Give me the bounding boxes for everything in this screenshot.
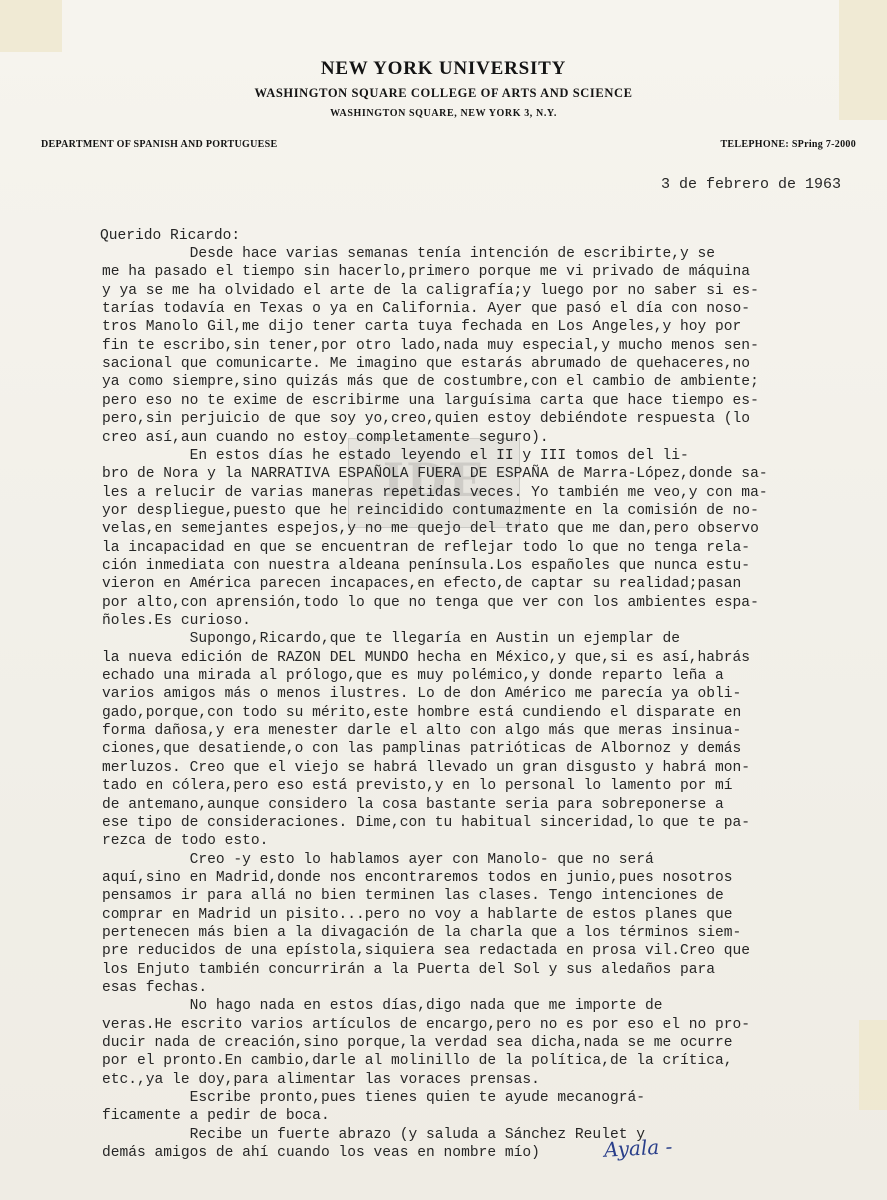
letter-body-line: por alto,con aprensión,todo lo que no tenga que ver con los ambientes espa- [102, 594, 759, 611]
letter-body-line: No hago nada en estos días,digo nada que me importe de [102, 998, 663, 1015]
letter-body-line: la incapacidad en que se encuentran de reflejar todo lo que no tenga rela- [102, 539, 751, 556]
letter-body-line: En estos días he estado leyendo el II y III tomos del li- [102, 447, 689, 464]
letter-body-line: creo así,aun cuando no estoy completamente seguro). [102, 429, 549, 446]
letter-body-line: la nueva edición de RAZON DEL MUNDO hecha en México,y que,si es así,habrás [102, 649, 751, 666]
letter-body-line: pertenecen más bien a la divagación de la charla que a los términos siem- [102, 924, 742, 941]
letter-body-line: tros Manolo Gil,me dijo tener carta tuya fechada en Los Angeles,y hoy por [102, 319, 742, 336]
letter-body-line: comprar en Madrid un pisito...pero no voy a hablarte de estos planes que [102, 906, 733, 923]
letter-body-line: Supongo,Ricardo,que te llegaría en Austin un ejemplar de [102, 631, 681, 648]
letterhead-university: NEW YORK UNIVERSITY [320, 58, 567, 79]
letter-body-line: forma dañosa,y era menester darle el alto con algo más que meras insinua- [102, 723, 742, 740]
letter-body-line: Escribe pronto,pues tienes quien te ayude mecanográ- [102, 1090, 645, 1107]
letter-body-line: pero eso no te exime de escribirme una larguísima carta que hace tiempo es- [102, 392, 759, 409]
letter-body-line: ya como siempre,sino quizás más que de costumbre,con el cambio de ambiente; [102, 374, 759, 391]
letter-body-line: yor despliegue,puesto que he reincidido contumazmente en la comisión de no- [102, 502, 759, 519]
letter-body-line: me ha pasado el tiempo sin hacerlo,primero porque me vi privado de máquina [102, 264, 751, 281]
letter-body-line: Creo -y esto lo hablamos ayer con Manolo- que no será [102, 851, 654, 868]
tape-mark-right [859, 1020, 887, 1110]
tape-mark-top-left [0, 0, 62, 52]
letter-body-line: pre reducidos de una epístola,siquiera sea redactada en prosa vil.Creo que [102, 943, 751, 960]
letterhead-telephone: TELEPHONE: SPring 7-2000 [720, 139, 856, 150]
letter-body-line: de antemano,aunque considero la cosa bastante seria para sobreponerse a [102, 796, 724, 813]
letter-greeting: Querido Ricardo: [100, 228, 241, 244]
letterhead-department: DEPARTMENT OF SPANISH AND PORTUGUESE [41, 139, 278, 150]
letter-body-line: fin te escribo,sin tener,por otro lado,nada muy especial,y mucho menos sen- [102, 337, 759, 354]
letter-body-line: esas fechas. [102, 980, 208, 996]
letter-body-line: etc.,ya le doy,para alimentar las voraces prensas. [102, 1071, 540, 1088]
letter-body-line: tado en cólera,pero eso está previsto,y en lo personal lo lamento por mí [102, 778, 733, 795]
letter-body-line: echado una mirada al prólogo,que es muy polémico,y donde reparto leña a [102, 668, 724, 685]
letter-body-line: gado,porque,con todo su mérito,este hombre está cundiendo el disparate en [102, 704, 742, 721]
letter-body-line: Recibe un fuerte abrazo (y saluda a Sánchez Reulet y [102, 1126, 645, 1143]
letter-body-line: varios amigos más o menos ilustres. Lo de don Américo me parecía ya obli- [102, 686, 742, 703]
letter-body-line: aquí,sino en Madrid,donde nos encontraremos todos en junio,pues nosotros [102, 869, 733, 886]
letter-body-line: demás amigos de ahí cuando los veas en nombre mío) [102, 1145, 540, 1162]
letter-body-line: Desde hace varias semanas tenía intención de escribirte,y se [102, 246, 716, 262]
letter-body-line: velas,en semejantes espejos,y no me quejo del trato que me dan,pero observo [102, 521, 759, 538]
letter-body-line: ñoles.Es curioso. [102, 613, 251, 629]
letterhead-address: WASHINGTON SQUARE, NEW YORK 3, N.Y. [330, 108, 557, 119]
stamp-text: IDE [382, 453, 486, 507]
letter-body-line: ese tipo de consideraciones. Dime,con tu habitual sinceridad,lo que te pa- [102, 814, 751, 831]
letter-body-line: ciones,que desatiende,o con las pamplinas patrióticas de Albornoz y demás [102, 741, 742, 758]
letterhead-college: WASHINGTON SQUARE COLLEGE OF ARTS AND SCIENCE [254, 86, 633, 100]
letter-body-line: pensamos ir para allá no bien terminen las clases. Tengo intenciones de [102, 888, 724, 905]
letter-body-line: bro de Nora y la NARRATIVA ESPAÑOLA FUERA DE ESPAÑA de Marra-López,donde sa- [102, 466, 768, 483]
letter-body-line: los Enjuto también concurrirán a la Puerta del Sol y sus aledaños para [102, 961, 716, 978]
letter-body-line: ficamente a pedir de boca. [102, 1108, 330, 1125]
letter-body-line: les a relucir de varias maneras repetidas veces. Yo también me veo,y con ma- [102, 484, 768, 501]
letter-body-line: ducir nada de creación,sino porque,la verdad sea dicha,nada se me ocurre [102, 1035, 733, 1052]
letter-body-line: tarías todavía en Texas o ya en California. Ayer que pasó el día con noso- [102, 301, 751, 318]
letter-body-line: por el pronto.En cambio,darle al molinillo de la política,de la crítica, [102, 1053, 733, 1070]
letter-body-line: rezca de todo esto. [102, 833, 269, 850]
letter-body-line: y ya se me ha olvidado el arte de la caligrafía;y luego por no saber si es- [102, 282, 759, 299]
letter-body-line: pero,sin perjuicio de que soy yo,creo,quien estoy debiéndote respuesta (lo [102, 411, 751, 428]
letter-date: 3 de febrero de 1963 [661, 176, 842, 193]
letter-body-line: ción inmediata con nuestra aldeana península.Los españoles que nunca estu- [102, 557, 751, 574]
letter-body-line: merluzos. Creo que el viejo se habrá llevado un gran disgusto y habrá mon- [102, 759, 751, 776]
handwritten-signature: Ayala - [603, 1134, 673, 1162]
letter-body-line: veras.He escrito varios artículos de encargo,pero no es por eso el no pro- [102, 1016, 751, 1033]
letter-body-line: sacional que comunicarte. Me imagino que estarás abrumado de quehaceres,no [102, 356, 751, 373]
letter-body-line: vieron en América parecen incapaces,en efecto,de captar su realidad;pasan [102, 576, 742, 593]
